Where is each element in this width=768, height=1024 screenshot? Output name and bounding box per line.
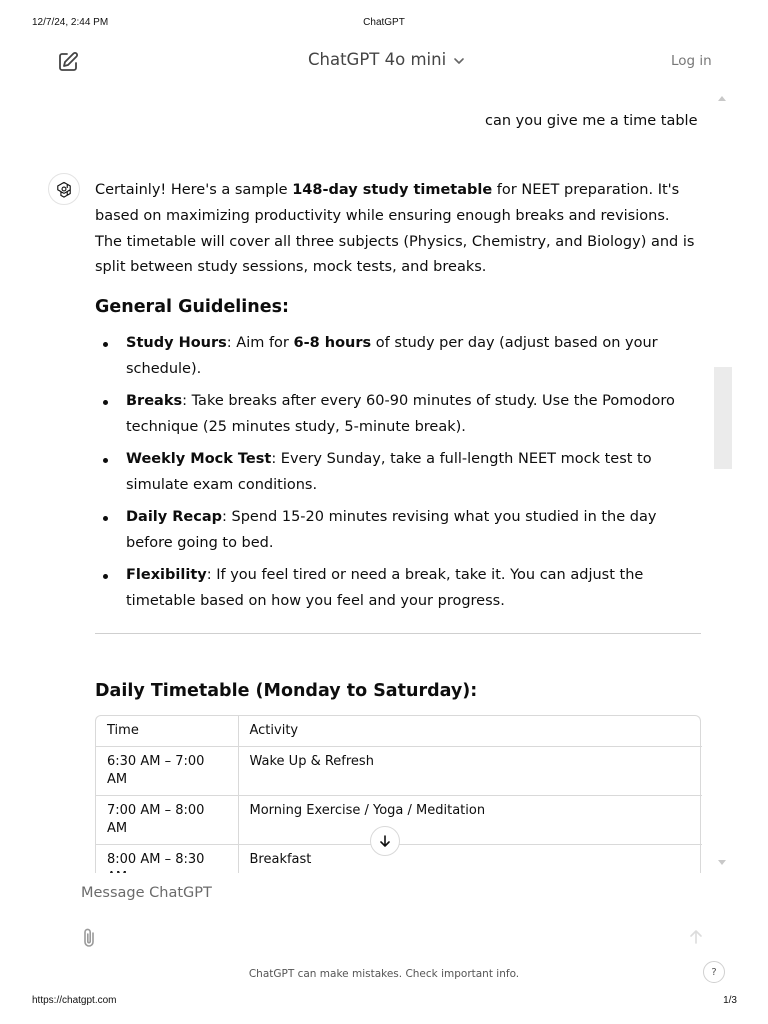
cell-activity-bold: Morning Exercise / Yoga / Meditation [249, 803, 486, 818]
cell-time: 7:00 AM – 8:00 AM [96, 796, 238, 845]
list-item [95, 447, 701, 499]
list-item [95, 389, 701, 441]
intro-bold: 148-day study timetable [292, 182, 493, 198]
list-item [95, 563, 701, 615]
list-item-text: : If you feel tired or need a break, take it. You can adjust the timetable based on how you feel and your progress. [126, 567, 644, 610]
table-header-row [96, 716, 702, 747]
table-row [96, 747, 702, 796]
guidelines-list [95, 331, 701, 621]
cell-time: 8:00 AM – 8:30 [96, 845, 238, 894]
print-title: ChatGPT [363, 17, 405, 28]
scroll-down-arrow[interactable] [718, 860, 726, 865]
list-item-label: Breaks [126, 393, 183, 410]
openai-logo-icon [55, 180, 73, 198]
print-header [0, 17, 768, 31]
list-item-label: Flexibility [126, 567, 207, 584]
assistant-intro [95, 178, 701, 281]
model-selector[interactable] [308, 50, 466, 69]
print-datetime: 12/7/24, 2:44 PM [32, 17, 109, 28]
cell-activity-bold: Wake Up & Refresh [249, 754, 374, 769]
cell-activity [238, 747, 702, 796]
column-header-time: Time [96, 716, 238, 747]
intro-text-b: for NEET preparation. It's based on maximizing productivity while ensuring enough breaks and revisions. The timetable will cover all three subjects (Physics, Chemistry, and Biology) and is split between study sessions, mock tests, and breaks. [95, 182, 695, 276]
list-item-text: : Take breaks after every 60-90 minutes of study. Use the Pomodoro technique (25 minutes study, 5-minute break). [126, 393, 675, 435]
scroll-up-arrow[interactable] [718, 96, 726, 101]
timetable-table [95, 715, 701, 873]
arrow-up-icon[interactable] [688, 929, 704, 945]
print-footer [0, 995, 768, 1009]
paperclip-icon[interactable] [80, 927, 98, 949]
list-item [95, 505, 701, 557]
topbar [0, 44, 768, 80]
list-item [95, 331, 701, 383]
list-item-bold: 6-8 hours [293, 335, 372, 351]
guidelines-heading: General Guidelines: [95, 297, 290, 317]
message-input[interactable]: Message ChatGPT [81, 885, 212, 901]
list-item-label: Daily Recap [126, 509, 223, 526]
composer [0, 873, 768, 963]
user-message: can you give me a time table [485, 113, 698, 129]
list-item-label: Study Hours [126, 335, 227, 351]
scrollbar-thumb[interactable] [714, 367, 732, 469]
model-label: ChatGPT 4o mini [308, 50, 447, 69]
chevron-down-icon [452, 54, 466, 68]
disclaimer-text: ChatGPT can make mistakes. Check important info. [248, 968, 520, 980]
list-item-label: Weekly Mock Test [126, 451, 272, 468]
cell-time: 6:30 AM – 7:00 AM [96, 747, 238, 796]
column-header-activity: Activity [238, 716, 702, 747]
intro-text-a: Certainly! Here's a sample [95, 182, 293, 198]
cell-activity [238, 796, 702, 845]
print-page-number: 1/3 [723, 995, 737, 1006]
timetable-heading: Daily Timetable (Monday to Saturday): [95, 681, 478, 701]
scroll-to-bottom-button[interactable] [370, 826, 400, 856]
divider [95, 633, 701, 634]
arrow-down-icon [378, 834, 392, 848]
print-url: https://chatgpt.com [32, 995, 117, 1006]
list-item-text: : Spend 15-20 minutes revising what you studied in the day before going to bed. [126, 509, 657, 552]
list-item-text: of study per day (adjust based on your schedule). [126, 335, 658, 377]
help-button[interactable]: ? [703, 961, 725, 983]
login-button[interactable]: Log in [671, 53, 712, 69]
assistant-avatar [48, 173, 80, 205]
list-item-text: : Aim for [226, 335, 294, 351]
list-item-text: : Every Sunday, take a full-length NEET mock test to simulate exam conditions. [126, 451, 652, 493]
edit-icon[interactable] [56, 50, 80, 74]
cell-activity-bold: Breakfast [249, 852, 312, 867]
